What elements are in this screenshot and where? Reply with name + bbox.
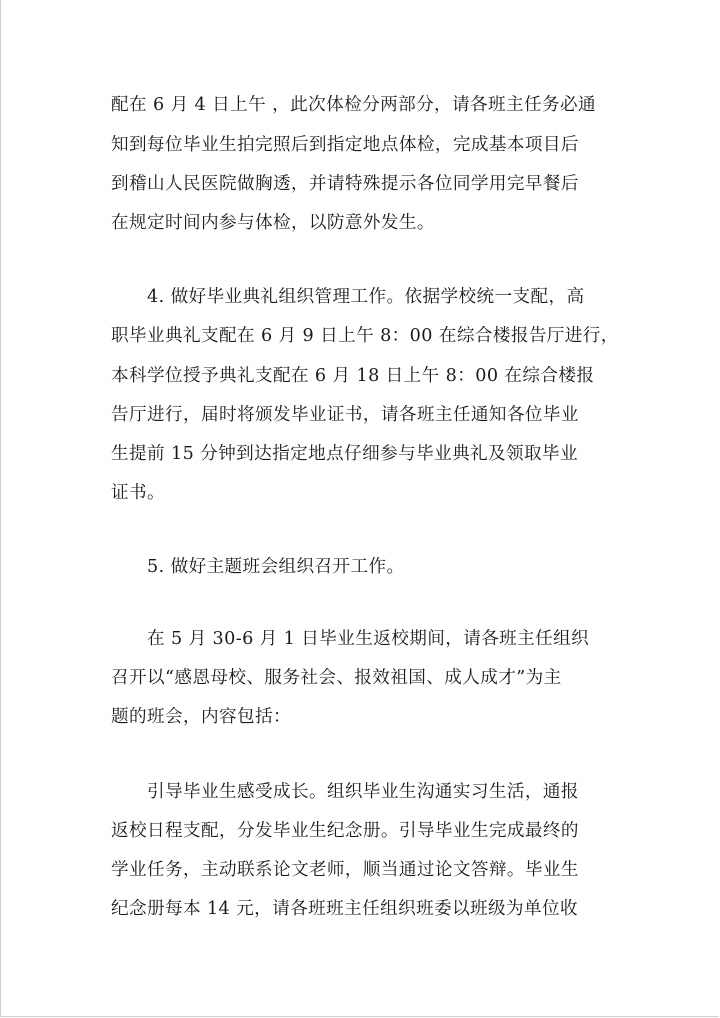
text-line: 学业任务，主动联系论文老师，顺当通过论文答辩。毕业生	[111, 860, 579, 880]
text-line: 返校日程支配，分发毕业生纪念册。引导毕业生完成最终的	[111, 821, 579, 841]
text-line: 知到每位毕业生拍完照后到指定地点体检，完成基本项目后	[111, 135, 579, 155]
text-line: 纪念册每本 14 元，请各班班主任组织班委以班级为单位收	[111, 899, 579, 919]
text-line: 职毕业典礼支配在 6 月 9 日上午 8：00 在综合楼报告厅进行，	[111, 326, 619, 346]
text-line: 召开以“感恩母校、服务社会、报效祖国、成人成才”为主	[111, 668, 562, 688]
text-line: 5. 做好主题班会组织召开工作。	[147, 557, 405, 577]
text-line: 题的班会，内容包括：	[111, 707, 291, 727]
text-line: 引导毕业生感受成长。组织毕业生沟通实习生活，通报	[147, 782, 579, 802]
text-line: 在规定时间内参与体检，以防意外发生。	[111, 213, 435, 233]
text-line: 到稽山人民医院做胸透，并请特殊提示各位同学用完早餐后	[111, 174, 579, 194]
text-line: 生提前 15 分钟到达指定地点仔细参与毕业典礼及领取毕业	[111, 444, 579, 464]
text-line: 证书。	[111, 483, 165, 503]
text-line: 在 5 月 30-6 月 1 日毕业生返校期间，请各班主任组织	[147, 629, 590, 649]
text-line: 4. 做好毕业典礼组织管理工作。依据学校统一支配，高	[147, 287, 585, 307]
text-line: 本科学位授予典礼支配在 6 月 18 日上午 8：00 在综合楼报	[111, 366, 595, 386]
text-line: 配在 6 月 4 日上午 ，此次体检分两部分，请各班主任务必通	[111, 95, 597, 115]
text-line: 告厅进行，届时将颁发毕业证书，请各班主任通知各位毕业	[111, 405, 579, 425]
